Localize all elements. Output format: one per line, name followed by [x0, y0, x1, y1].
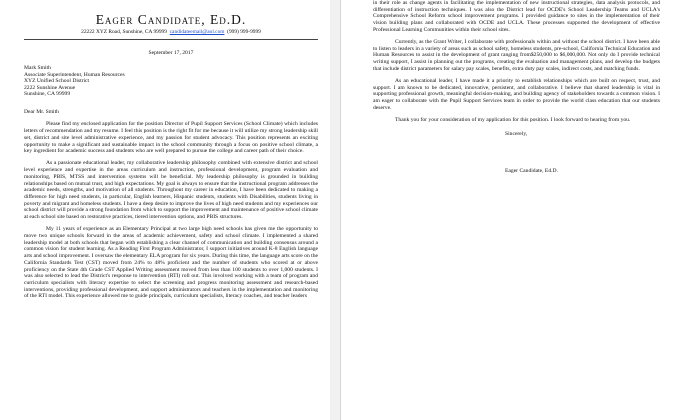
page-2 [340, 0, 680, 420]
contact-line [24, 28, 318, 40]
letter-date: September 17, 2017 [148, 50, 194, 56]
paragraph-leadership-philosophy: As a passionate educational leader, my collaborative leadership philosophy combined with extensive district and school level experience and expertise in the areas curriculum and instruction, professional development, program evaluation and monitoring, PBIS, MTSS and intervention systems will be beneficial. My leadership philosophy is grounded in building relationships based on mutual trust, and high expectations. My goal is always to ensure that the instructional program addresses the academic needs, strengths, and motivation of all students. Throughout my career in education, I have been dedicated to making a difference for high need students, in particular, English learners, Hispanic students, students with Disabilities, students living in poverty and migrant and homeless students. I have a deep desire to improve the lives of high need students and my experiences our school district will provide a strong foundation from which to support the improvement and maintenance of positive school climate at each school site based on restorative practices, tiered intervention options, and PBIS structures. [24, 160, 318, 221]
recipient-street: 2222 Sunshine Avenue [24, 84, 76, 91]
recipient-organization: XYZ Unified School District [24, 78, 90, 85]
recipient-city: Sunshine, CA 99999 [24, 91, 71, 98]
salutation: Dear Mr. Smith [24, 108, 59, 115]
contact-address: 22222 XYZ Road, Sunshine, CA 99999 [81, 29, 167, 35]
signature-name: Eager Candidate, Ed.D. [505, 167, 558, 174]
contact-phone: (999) 999-9999 [227, 29, 261, 35]
paragraph-introduction: Please find my enclosed application for the position Director of Pupil Support Services (School Climate) which includes letters of recommendation and my resume. I feel this position is the right fit for me because it will utilize my strong leadership skill set, district and site level administrative experience, and my passion for student advocacy. This position represents an exciting opportunity to make a significant and sustainable impact in the school community through a focus on positive school climate, a key ingredient for academic success and students who are well prepared to pursue the college and career path of their choice. [24, 121, 318, 155]
paragraph-grant-writer: Currently, as the Grant Writer, I collaborate with professionals within and without the school district. I have been able to listen to leaders in a variety of areas such as school safety, homeless students, pre-school, California Technical Education and Human Resources to assist in the development of grant ranging from$250,000 to $6,000,000. Not only do I provide technical writing support, I assist in planning out the programs, creating the evaluation and management plans, and develop the budgets that include district parameters for salary pay scales, benefits, extra duty pay scales, indirect costs, and matching funds. [373, 39, 660, 72]
contact-email-link[interactable]: candidateemail@aol.com [169, 29, 225, 35]
paragraph-principal-experience-continued: in their role as change agents in facilitating the implementation of new instructional strategies, data analysis protocols, and differentiation of instruction techniques. I was also the District lead for OCDE's School Leadership Teams and UCLA's Comprehensive School Reform school improvement programs. I provided guidance to sites in the implementation of their vision building plans and collaborated with OCDE and UCLA. These processes supported the development of effective Professional Learning Communities within their school sites. [373, 0, 660, 33]
paragraph-thank-you: Thank you for your consideration of my application for this position. I look forward to hearing from you. [395, 117, 631, 124]
recipient-name: Mark Smith [24, 65, 51, 71]
page-gutter [330, 0, 340, 420]
candidate-name-header: Eager Candidate, Ed.D. [95, 12, 247, 27]
recipient-title: Associate Superintendent, Human Resources [24, 71, 125, 78]
closing: Sincerely, [505, 130, 528, 137]
paragraph-educational-leader: As an educational leader, I have made it a priority to establish relationships which are built on respect, trust, and support. I am known to be dedicated, innovative, persistent, and collaborative. I believe that shared leadership is vital in supporting professional growth, meaningful decision-making, and building agency of stakeholders towards a common vision. I am eager to collaborate with the Pupil Support Services team in order to provide the world class education that our students deserve. [373, 78, 660, 111]
recipient-address [24, 65, 318, 98]
paragraph-principal-experience: My 11 years of experience as an Elementary Principal at two large high need schools has given me the opportunity to move two unique schools forward in the areas of academic achievement, safety and school climate. I implemented a shared leadership model at both schools that began with establishing a clear channel of communication and building consensus around a common vision for student learning. As a Reading First Program Administrator, I support initiatives around K-8 English language arts and school improvement. I oversaw the elementary ELA program for six years. During this time, the language arts score on the California Standards Test (CST) moved from 24% to 48% proficient and the number of students who scored at or above proficiency on the State 4th Grade CST Applied Writing assessment moved from less than 100 students to over 1,000 students. I was also selected to lead the District's response to intervention (RTI) roll out. This involved working with a team of program and curriculum specialists with literacy expertise to select the screening and progress monitoring assessment and research-based interventions, providing professional development, and support administrators and teachers in the implementation and monitoring of the RTI model. This experience allowed me to guide principals, curriculum specialists, literacy coaches, and teacher leaders [24, 226, 318, 300]
page-1 [0, 0, 330, 420]
